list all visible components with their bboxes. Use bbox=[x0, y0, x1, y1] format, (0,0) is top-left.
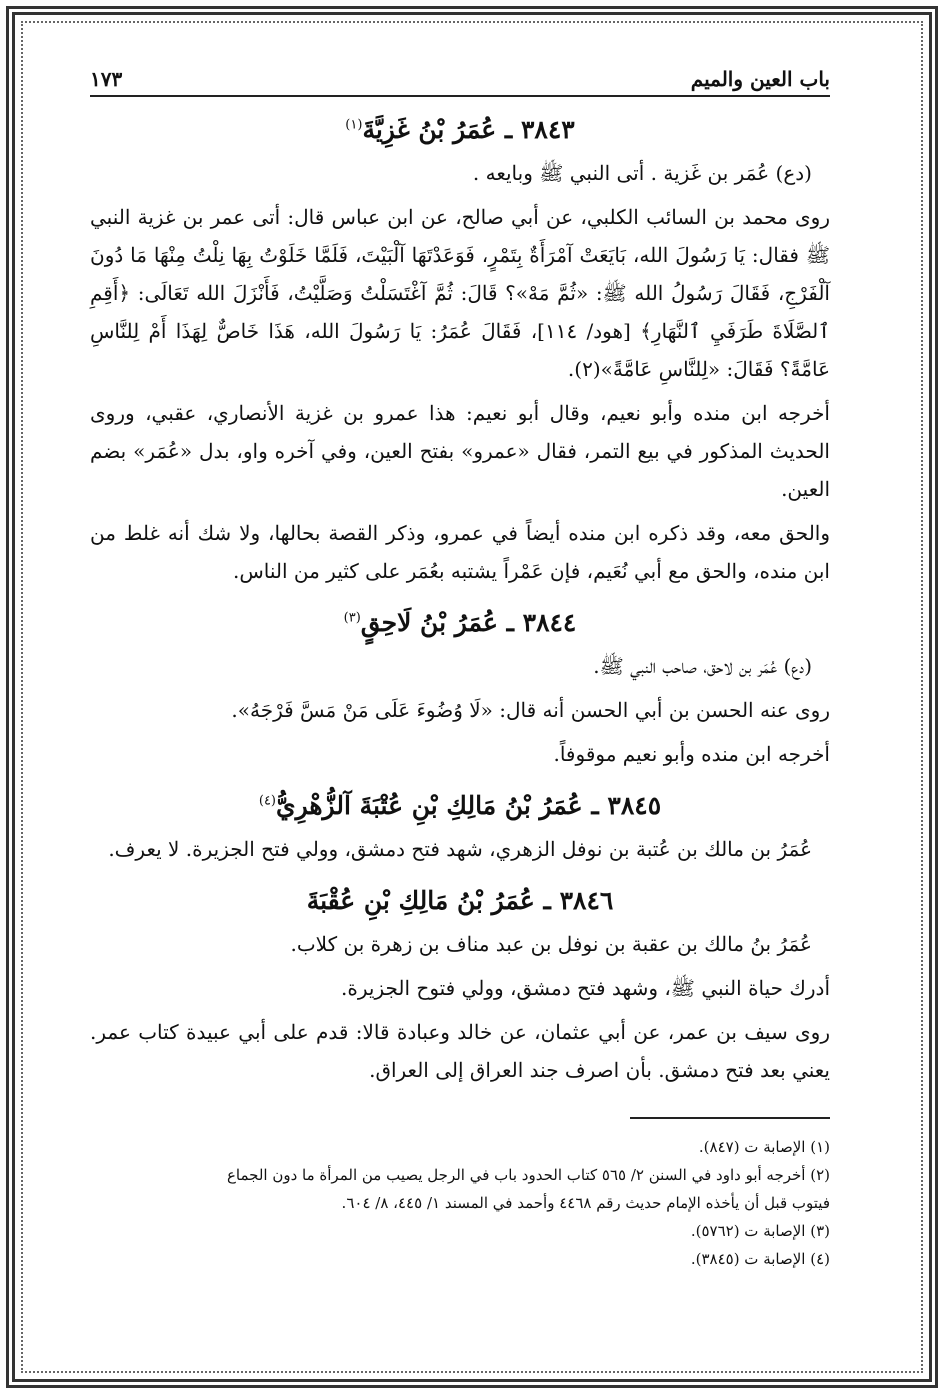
entry-3846 bbox=[90, 886, 830, 1089]
entry-paragraph: عُمَرُ بن مالك بن عُتبة بن نوفل الزهري، شهد فتح دمشق، وولي فتح الجزيرة. لا يعرف. bbox=[108, 837, 812, 861]
entry-paragraph: أخرجه ابن منده وأبو نعيم، وقال أبو نعيم: هذا عمرو بن غزية الأنصاري، عقبي، وروى الحديث المذكور في بيع التمر، فقال «عمرو» بفتح العين، وفي آخره واو، بدل «عُمَر» بضم العين. bbox=[90, 401, 830, 501]
footnote: (٢) أخرجه أبو داود في السنن ٢/ ٥٦٥ كتاب الحدود باب في الرجل يصيب من المرأة ما دون الجماع bbox=[226, 1166, 830, 1184]
running-title: باب العين والميم bbox=[690, 67, 830, 91]
entry-paragraph: أدرك حياة النبي ﷺ، وشهد فتح دمشق، وولي فتوح الجزيرة. bbox=[341, 976, 830, 1000]
entry-paragraph: روى محمد بن السائب الكلبي، عن أبي صالح، عن ابن عباس قال: أتى عمر بن غزية النبي ﷺ فقال: يَا رَسُولَ الله، بَايَعَتْ آمْرَأَةٌ بِتَمْرٍ، فَوَعَدْتَهَا آلْبَيْتَ، فَلَمَّا خَلَوْتُ بِهَا نِلْتُ مِنْهَا مَا دُونَ آلْفَرْجِ، فَقَالَ رَسُولُ الله ﷺ: «ثُمَّ مَهْ»؟ قَالَ: ثُمَّ آغْتَسَلْتُ وَصَلَّيْتُ، فَأَنْزَلَ الله تَعَالَى: ﴿أَقِمِ ٱلصَّلَاةَ طَرَفَيِ ٱلنَّهَارِ﴾ [هود/ ١١٤]، فَقَالَ عُمَرُ: يَا رَسُولَ الله، هَذَا خَاصٌّ لِهَذَا أَمْ لِلنَّاسِ عَامَّةً؟ فَقَالَ: «لِلنَّاسِ عَامَّةً»(٢). bbox=[90, 205, 830, 381]
entry-paragraph: عُمَرُ بنُ مالك بن عقبة بن نوفل بن عبد مناف بن زهرة بن كلاب. bbox=[290, 932, 812, 956]
page-header bbox=[90, 55, 830, 97]
footnote: (٤) الإصابة ت (٣٨٤٥). bbox=[690, 1250, 830, 1268]
entry-3843 bbox=[90, 115, 830, 590]
entry-3844 bbox=[90, 608, 830, 773]
entry-paragraph: (دع) عُمَر بن غَزية . أتى النبي ﷺ وبايعه . bbox=[472, 161, 812, 185]
footnote-ref: (٤) bbox=[258, 793, 276, 809]
entry-title: ٣٨٤٤ ـ عُمَرُ بْنُ لَاحِقٍ$^{(٣)}$ bbox=[343, 608, 577, 637]
footnote-ref: (١) bbox=[345, 117, 363, 133]
entry-paragraph: روى عنه الحسن بن أبي الحسن أنه قال: «لَا وُضُوءَ عَلَى مَنْ مَسَّ فَرْجَهُ». bbox=[231, 698, 830, 722]
book-page bbox=[90, 55, 830, 1345]
entry-title: ٣٨٤٦ ـ عُمَرُ بْنُ مَالِكِ بْنِ عُقْبَةَ bbox=[306, 886, 614, 915]
footnote-ref: (٣) bbox=[343, 610, 361, 626]
page-number: ١٧٣ bbox=[90, 67, 123, 91]
footnote-separator bbox=[630, 1117, 830, 1119]
entry-title: ٣٨٤٥ ـ عُمَرُ بْنُ مَالِكِ بْنِ عُتْبَةَ آلزُّهْرِيُّ$^{(٤)}$ bbox=[258, 791, 662, 820]
entry-paragraph: والحق معه، وقد ذكره ابن منده أيضاً في عمرو، وذكر القصة بحالها، ولا شك أنه غلط من ابن منده، والحق مع أبي نُعَيم، فإن عَمْراً يشتبه بعُمَر على كثير من الناس. bbox=[90, 521, 830, 583]
footnotes bbox=[90, 1133, 830, 1273]
entry-title: ٣٨٤٣ ـ عُمَرُ بْنُ غَزِيَّةَ$^{(١)}$ bbox=[345, 115, 575, 144]
entry-paragraph: (دع) عُمَر بن لاحق، صاحب النبي ﷺ. bbox=[593, 654, 812, 678]
entry-paragraph: روى سيف بن عمر، عن أبي عثمان، عن خالد وعبادة قالا: قدم على أبي عبيدة كتاب عمر. يعني بعد فتح دمشق. بأن اصرف جند العراق إلى العراق. bbox=[90, 1020, 830, 1082]
footnote-continuation: فيتوب قبل أن يأخذه الإمام حديث رقم ٤٤٦٨ وأحمد في المسند ١/ ٤٤٥، ٨/ ٦٠٤. bbox=[341, 1194, 830, 1212]
footnote: (٣) الإصابة ت (٥٧٦٢). bbox=[690, 1222, 830, 1240]
footnote: (١) الإصابة ت (٨٤٧). bbox=[698, 1138, 830, 1156]
entry-paragraph: أخرجه ابن منده وأبو نعيم موقوفاً. bbox=[553, 742, 830, 766]
entry-3845 bbox=[90, 791, 830, 868]
